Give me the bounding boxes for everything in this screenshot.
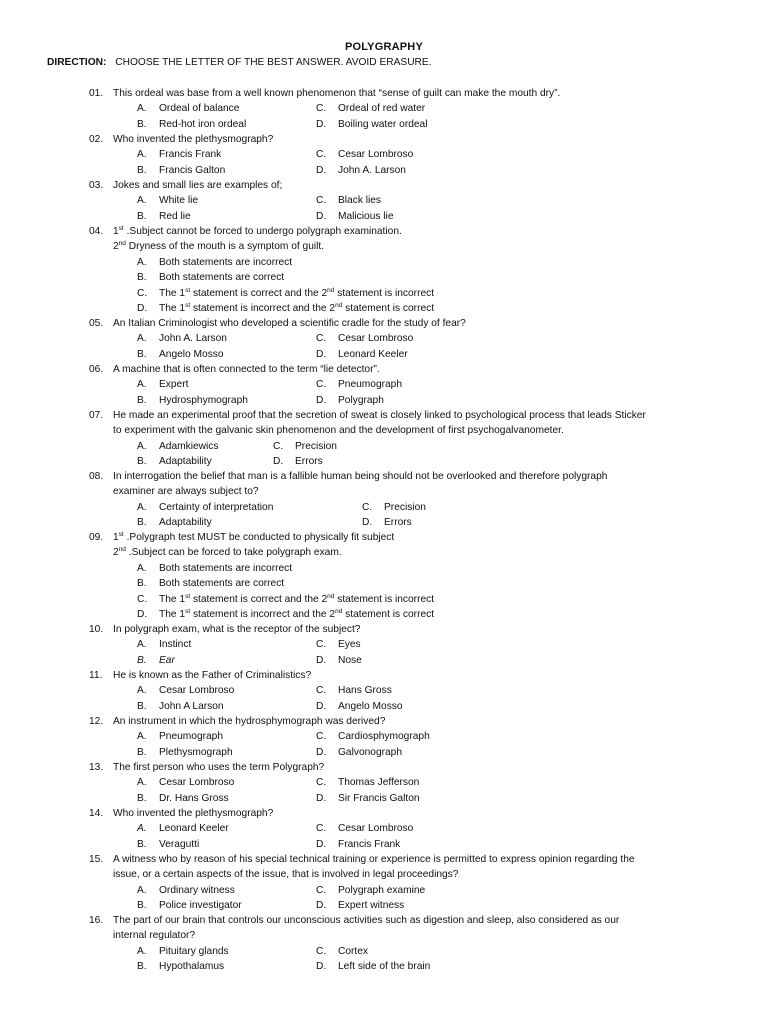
answer-option: [137, 272, 284, 284]
answer-option: [316, 793, 420, 805]
option-text: Dr. Hans Gross: [159, 792, 229, 804]
ordinal-suffix: nd: [327, 592, 335, 600]
answer-option: [137, 379, 188, 391]
question-text: issue, or a certain aspects of the issue, that is involved in legal proceedings?: [113, 869, 459, 881]
option-letter: D.: [137, 609, 148, 620]
option-letter: C.: [316, 884, 327, 896]
option-text: Instinct: [159, 639, 192, 651]
answer-option: [137, 823, 229, 835]
option-text: statement is correct: [342, 303, 435, 314]
option-letter: D.: [362, 517, 373, 529]
answer-option: [137, 517, 212, 529]
question-text: The first person who uses the term Polygraph?: [113, 762, 325, 773]
option-letter: A.: [137, 562, 147, 574]
ordinal-suffix: st: [185, 286, 191, 294]
option-letter: C.: [316, 195, 327, 207]
option-letter: A.: [137, 256, 147, 268]
answer-option: [316, 149, 413, 161]
option-text: statement is incorrect: [334, 593, 435, 605]
option-letter: C.: [316, 945, 327, 957]
statement-line: [113, 226, 402, 238]
ordinal-suffix: st: [118, 531, 124, 538]
option-text: White lie: [159, 195, 199, 207]
option-text: Nose: [338, 654, 362, 666]
option-text: Leonard Keeler: [159, 823, 229, 835]
answer-option: [137, 333, 227, 345]
option-text: The 1: [159, 303, 186, 314]
answer-option: [316, 349, 408, 361]
answer-option: [316, 777, 419, 789]
question-text: In polygraph exam, what is the receptor of the subject?: [113, 624, 361, 635]
answer-option: [137, 303, 434, 315]
answer-option: [137, 885, 235, 897]
ordinal-suffix: st: [185, 302, 191, 309]
question-number: 13.: [89, 762, 104, 773]
option-text: Francis Frank: [159, 149, 222, 161]
option-text: Expert: [159, 379, 189, 391]
page-title: POLYGRAPHY: [344, 41, 423, 53]
question-text: He is known as the Father of Criminalistics?: [113, 670, 312, 681]
option-text: statement is correct and the 2: [190, 593, 328, 605]
question-number: 05.: [89, 318, 104, 329]
option-letter: D.: [316, 746, 327, 758]
ordinal-suffix: nd: [118, 546, 126, 554]
option-letter: B.: [137, 517, 147, 529]
option-text: Plethysmograph: [159, 746, 233, 758]
option-letter: D.: [316, 348, 327, 360]
answer-option: [316, 639, 361, 651]
answer-option: [137, 288, 434, 300]
question-text: This ordeal was base from a well known phenomenon that “sense of guilt can make the mouth dry”.: [113, 88, 561, 99]
option-letter: D.: [316, 210, 327, 222]
option-text: Francis Galton: [159, 164, 226, 176]
option-text: Precision: [295, 440, 337, 452]
option-letter: A.: [137, 149, 147, 161]
ordinal-suffix: st: [185, 608, 191, 615]
ordinal-suffix: nd: [118, 240, 126, 248]
option-text: Malicious lie: [338, 210, 394, 222]
option-letter: B.: [137, 746, 147, 758]
question-number: 06.: [89, 364, 104, 375]
question-number: 07.: [89, 410, 104, 421]
option-text: The 1: [159, 609, 186, 620]
option-text: Francis Frank: [338, 838, 401, 850]
option-letter: B.: [137, 456, 147, 468]
option-text: statement is incorrect: [334, 287, 435, 299]
answer-option: [137, 165, 225, 177]
question-text: In interrogation the belief that man is a fallible human being should not be overlooked and therefore polygraph: [113, 471, 608, 482]
question-text: to experiment with the galvanic skin phenomenon and the development of first psychogalvanometer.: [113, 425, 564, 437]
answer-option: [316, 731, 430, 743]
answer-option: [362, 502, 426, 514]
option-text: Polygraph examine: [338, 884, 426, 896]
answer-option: [137, 456, 212, 468]
question-text: An Italian Criminologist who developed a scientific cradle for the study of fear?: [113, 318, 466, 329]
answer-option: [137, 257, 292, 269]
option-letter: C.: [273, 440, 284, 452]
answer-option: [137, 609, 434, 621]
option-text: John A. Larson: [338, 164, 406, 176]
option-letter: B.: [137, 900, 147, 912]
option-text: Pituitary glands: [159, 945, 229, 957]
answer-option: [316, 701, 403, 713]
answer-option: [316, 211, 393, 223]
answer-option: [316, 685, 392, 697]
option-letter: D.: [316, 838, 327, 850]
ordinal-suffix: st: [185, 592, 191, 600]
option-text: Adaptability: [159, 517, 212, 529]
answer-option: [137, 793, 229, 805]
statement-text: .Subject can be forced to take polygraph exam.: [125, 547, 342, 559]
option-text: Ordeal of balance: [159, 103, 240, 115]
option-letter: B.: [137, 961, 147, 973]
option-text: Veragutti: [159, 838, 200, 850]
option-text: Angelo Mosso: [159, 348, 224, 360]
answer-option: [362, 517, 412, 529]
option-letter: D.: [316, 394, 327, 406]
option-text: Both statements are incorrect: [159, 256, 293, 268]
answer-option: [137, 946, 229, 958]
statement-line: [113, 241, 324, 253]
question-text: A witness who by reason of his special technical training or experience is permitted to express opinion regarding the: [113, 854, 635, 865]
statement-line: [113, 547, 342, 559]
answer-option: [316, 165, 406, 177]
answer-option: [137, 349, 224, 361]
option-letter: A.: [137, 501, 147, 513]
option-text: Cesar Lombroso: [338, 823, 414, 835]
answer-option: [137, 149, 221, 161]
option-text: The 1: [159, 287, 186, 299]
question-number: 02.: [89, 134, 104, 145]
option-text: Galvonograph: [338, 746, 403, 758]
statement-ordinal: 1: [113, 532, 119, 543]
option-text: John A. Larson: [159, 333, 227, 345]
ordinal-suffix: nd: [335, 302, 343, 309]
question-number: 08.: [89, 471, 104, 482]
option-letter: C.: [316, 777, 327, 789]
option-text: Red lie: [159, 210, 191, 222]
answer-option: [137, 502, 273, 514]
option-letter: A.: [137, 440, 147, 452]
option-letter: C.: [316, 823, 327, 835]
question-text: The part of our brain that controls our unconscious activities such as digestion and sleep, also considered as our: [113, 915, 620, 926]
answer-option: [316, 961, 430, 973]
answer-option: [316, 195, 381, 207]
option-letter: C.: [316, 639, 327, 651]
option-letter: B.: [137, 348, 147, 360]
option-text: Leonard Keeler: [338, 348, 408, 360]
question-text: examiner are always subject to?: [113, 486, 259, 498]
option-text: Red-hot iron ordeal: [159, 118, 247, 130]
option-text: Both statements are correct: [159, 578, 285, 590]
option-letter: A.: [137, 945, 147, 957]
option-letter: B.: [137, 792, 147, 804]
question-text: Who invented the plethysmograph?: [113, 134, 274, 145]
option-text: Adaptability: [159, 456, 212, 468]
answer-option: [137, 701, 224, 713]
answer-option: [316, 119, 427, 131]
question-text: An instrument in which the hydrosphymograph was derived?: [113, 716, 386, 727]
option-text: Pneumograph: [159, 731, 224, 743]
statement-ordinal: 2: [113, 547, 119, 559]
option-text: Angelo Mosso: [338, 700, 403, 712]
answer-option: [316, 946, 368, 958]
option-letter: A.: [137, 884, 147, 896]
option-letter: A.: [137, 103, 147, 115]
answer-option: [316, 823, 413, 835]
option-letter: C.: [362, 501, 373, 513]
answer-option: [137, 900, 242, 912]
option-letter: C.: [316, 379, 327, 391]
question-text: A machine that is often connected to the term “lie detector”.: [113, 364, 380, 375]
question-number: 03.: [89, 180, 104, 191]
option-letter: A.: [137, 823, 147, 835]
option-text: Cesar Lombroso: [338, 333, 414, 345]
question-number: 01.: [89, 88, 104, 99]
statement-text: Dryness of the mouth is a symptom of guilt.: [125, 241, 325, 253]
answer-option: [137, 839, 199, 851]
option-text: Errors: [384, 517, 412, 529]
question-text: Who invented the plethysmograph?: [113, 808, 274, 819]
option-text: statement is incorrect and the 2: [190, 303, 336, 314]
option-text: The 1: [159, 593, 186, 605]
answer-option: [137, 747, 233, 759]
answer-option: [273, 456, 323, 468]
option-letter: A.: [137, 639, 147, 651]
option-text: Boiling water ordeal: [338, 118, 428, 130]
question-number: 16.: [89, 915, 104, 926]
option-text: statement is correct and the 2: [190, 287, 328, 299]
option-letter: D.: [316, 900, 327, 912]
option-letter: A.: [137, 731, 147, 743]
question-number: 15.: [89, 854, 104, 865]
statement-text: .Polygraph test MUST be conducted to physically fit subject: [123, 532, 395, 543]
answer-option: [316, 839, 400, 851]
option-letter: C.: [137, 593, 148, 605]
option-text: Hydrosphymograph: [159, 394, 248, 406]
option-text: Precision: [384, 501, 426, 513]
question-number: 14.: [89, 808, 104, 819]
option-letter: B.: [137, 210, 147, 222]
option-text: Cesar Lombroso: [159, 777, 235, 789]
answer-option: [316, 379, 402, 391]
question-number: 10.: [89, 624, 104, 635]
answer-option: [316, 885, 425, 897]
option-text: Cardiosphymograph: [338, 731, 430, 743]
option-text: Black lies: [338, 195, 382, 207]
answer-option: [316, 747, 402, 759]
option-text: Police investigator: [159, 900, 242, 912]
option-text: Ear: [159, 654, 175, 666]
option-text: Ordeal of red water: [338, 103, 426, 115]
answer-option: [137, 395, 248, 407]
statement-ordinal: 1: [113, 226, 119, 237]
option-letter: D.: [316, 792, 327, 804]
answer-option: [137, 639, 191, 651]
option-letter: C.: [316, 333, 327, 345]
option-letter: D.: [273, 456, 284, 468]
option-letter: B.: [137, 272, 147, 284]
option-letter: D.: [316, 961, 327, 973]
option-letter: D.: [316, 654, 327, 666]
option-letter: D.: [137, 303, 148, 314]
ordinal-suffix: nd: [335, 608, 343, 615]
option-letter: C.: [316, 149, 327, 161]
option-text: Certainty of interpretation: [159, 501, 274, 513]
answer-option: [273, 441, 337, 453]
option-text: Polygraph: [338, 394, 384, 406]
option-text: Hans Gross: [338, 685, 392, 697]
option-text: Cesar Lombroso: [159, 685, 235, 697]
question-number: 04.: [89, 226, 104, 237]
direction-label: DIRECTION:: [47, 57, 107, 68]
option-letter: A.: [137, 333, 147, 345]
option-text: Errors: [295, 456, 323, 468]
option-letter: A.: [137, 777, 147, 789]
option-letter: B.: [137, 118, 147, 130]
question-number: 11.: [89, 670, 103, 681]
option-text: Cortex: [338, 945, 369, 957]
option-text: Both statements are incorrect: [159, 562, 293, 574]
option-text: statement is correct: [342, 609, 435, 620]
answer-option: [316, 333, 413, 345]
answer-option: [316, 900, 404, 912]
answer-option: [137, 195, 198, 207]
option-letter: B.: [137, 578, 147, 590]
option-letter: B.: [137, 838, 147, 850]
option-text: John A Larson: [159, 700, 224, 712]
option-letter: C.: [137, 287, 148, 299]
answer-option: [137, 685, 234, 697]
question-text: Jokes and small lies are examples of;: [113, 180, 283, 191]
option-letter: B.: [137, 394, 147, 406]
direction-line: [47, 57, 432, 68]
option-letter: B.: [137, 700, 147, 712]
option-text: Cesar Lombroso: [338, 149, 414, 161]
answer-option: [137, 961, 224, 973]
answer-option: [137, 103, 239, 115]
option-letter: A.: [137, 195, 147, 207]
option-text: Both statements are correct: [159, 272, 285, 284]
question-number: 09.: [89, 532, 104, 543]
option-letter: C.: [316, 685, 327, 697]
option-text: Expert witness: [338, 900, 405, 912]
option-letter: B.: [137, 654, 147, 666]
option-text: statement is incorrect and the 2: [190, 609, 336, 620]
option-letter: D.: [316, 700, 327, 712]
option-letter: C.: [316, 103, 327, 115]
option-letter: D.: [316, 118, 327, 130]
answer-option: [137, 119, 246, 131]
answer-option: [137, 578, 284, 590]
statement-text: .Subject cannot be forced to undergo polygraph examination.: [123, 226, 402, 237]
answer-option: [316, 655, 362, 667]
option-letter: D.: [316, 164, 327, 176]
option-text: Ordinary witness: [159, 884, 235, 896]
option-text: Eyes: [338, 639, 361, 651]
answer-option: [137, 441, 218, 453]
option-letter: C.: [316, 731, 327, 743]
ordinal-suffix: nd: [327, 286, 335, 294]
answer-option: [137, 777, 234, 789]
question-text: internal regulator?: [113, 930, 196, 942]
answer-option: [137, 655, 175, 667]
option-letter: A.: [137, 379, 147, 391]
question-text: He made an experimental proof that the secretion of sweat is closely linked to psychological process that leads Sticker: [113, 410, 646, 421]
answer-option: [316, 395, 384, 407]
answer-option: [316, 103, 425, 115]
answer-option: [137, 594, 434, 606]
answer-option: [137, 731, 223, 743]
option-text: Adamkiewics: [159, 440, 219, 452]
option-text: Sir Francis Galton: [338, 792, 420, 804]
statement-ordinal: 2: [113, 241, 119, 253]
option-text: Left side of the brain: [338, 961, 431, 973]
option-text: Hypothalamus: [159, 961, 225, 973]
option-text: Thomas Jefferson: [338, 777, 420, 789]
answer-option: [137, 211, 191, 223]
direction-text: CHOOSE THE LETTER OF THE BEST ANSWER. AVOID ERASURE.: [115, 57, 432, 68]
answer-option: [137, 563, 292, 575]
option-text: Pneumograph: [338, 379, 403, 391]
option-letter: A.: [137, 685, 147, 697]
statement-line: [113, 532, 394, 544]
ordinal-suffix: st: [118, 225, 124, 232]
option-letter: B.: [137, 164, 147, 176]
question-number: 12.: [89, 716, 104, 727]
